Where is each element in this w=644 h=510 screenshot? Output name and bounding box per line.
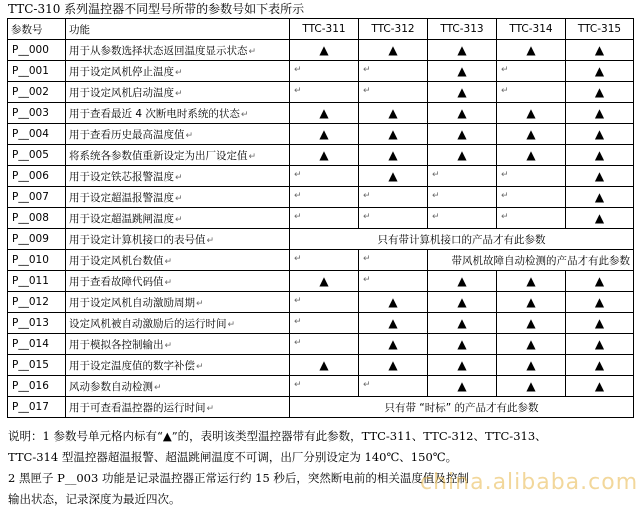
table-row [8, 82, 634, 103]
function-cell [66, 250, 290, 271]
triangle-mark-icon: ▲ [594, 169, 605, 183]
triangle-mark-icon: ▲ [594, 316, 605, 330]
mark-cell [290, 61, 359, 82]
table-row [8, 40, 634, 61]
mark-cell [428, 313, 497, 334]
param-cell: P__000 [8, 40, 66, 61]
function-text: 用于设定风机自动激励周期 [69, 296, 195, 309]
mark-cell [428, 376, 497, 397]
mark-cell [497, 187, 566, 208]
function-cell [66, 376, 290, 397]
mark-cell [359, 166, 428, 187]
triangle-mark-icon: ▲ [457, 337, 467, 351]
table-row [8, 397, 634, 418]
mark-cell [290, 166, 359, 187]
mark-cell [497, 61, 566, 82]
function-text: 用于设定铁芯报警温度 [69, 170, 174, 183]
mark-cell [497, 355, 566, 376]
mark-cell [566, 82, 634, 103]
mark-cell [566, 40, 634, 61]
mark-cell [566, 187, 634, 208]
triangle-mark-icon: ▲ [457, 64, 467, 78]
mark-cell [428, 40, 497, 61]
triangle-mark-icon: ▲ [388, 358, 398, 372]
function-text: 用于设定风机启动温度 [69, 86, 174, 99]
mark-cell [359, 208, 428, 229]
return-mark-icon: ↵ [175, 67, 183, 78]
table-row [8, 187, 634, 208]
note-line-1: 说明：1 参数号单元格内标有“▲”的，表明该类型温控器带有此参数，TTC-311、TTC-312、TTC-313、 [8, 429, 547, 443]
table-row [8, 208, 634, 229]
triangle-mark-icon: ▲ [457, 148, 467, 162]
function-text: 风动参数自动检测 [69, 380, 153, 393]
return-mark-icon: ↵ [294, 380, 302, 390]
header-model-315: TTC-315 [566, 19, 634, 40]
mark-cell [428, 61, 497, 82]
return-mark-icon: ↵ [175, 172, 183, 183]
return-mark-icon: ↵ [175, 193, 183, 204]
triangle-mark-icon: ▲ [388, 337, 398, 351]
mark-cell [428, 124, 497, 145]
triangle-mark-icon: ▲ [526, 43, 536, 57]
return-mark-icon: ↵ [175, 88, 183, 99]
return-mark-icon: ↵ [363, 65, 371, 75]
triangle-mark-icon: ▲ [388, 148, 398, 162]
triangle-mark-icon: ▲ [594, 127, 605, 141]
param-cell: P__014 [8, 334, 66, 355]
function-cell [66, 355, 290, 376]
triangle-mark-icon: ▲ [457, 106, 467, 120]
function-text: 将系统各参数值重新设定为出厂设定值 [69, 149, 248, 162]
span-note-cell: 带风机故障自动检测的产品才有此参数 [428, 250, 634, 271]
return-mark-icon: ↵ [294, 191, 302, 201]
return-mark-icon: ↵ [432, 191, 440, 201]
return-mark-icon: ↵ [432, 212, 440, 222]
mark-cell [428, 208, 497, 229]
triangle-mark-icon: ▲ [594, 337, 605, 351]
mark-cell [497, 271, 566, 292]
triangle-mark-icon: ▲ [594, 148, 605, 162]
return-mark-icon: ↵ [294, 338, 302, 348]
triangle-mark-icon: ▲ [457, 316, 467, 330]
param-cell: P__013 [8, 313, 66, 334]
mark-cell [359, 124, 428, 145]
mark-cell [428, 292, 497, 313]
triangle-mark-icon: ▲ [319, 274, 329, 288]
table-header-row [8, 19, 634, 40]
table-row [8, 292, 634, 313]
return-mark-icon: ↵ [248, 46, 257, 57]
mark-cell [359, 313, 428, 334]
param-cell: P__009 [8, 229, 66, 250]
mark-cell [359, 334, 428, 355]
table-row [8, 103, 634, 124]
table-row [8, 145, 634, 166]
triangle-mark-icon: ▲ [526, 316, 536, 330]
table-row [8, 124, 634, 145]
param-cell: P__007 [8, 187, 66, 208]
mark-cell [290, 124, 359, 145]
mark-cell [566, 355, 634, 376]
param-cell: P__002 [8, 82, 66, 103]
function-cell [66, 40, 290, 61]
triangle-mark-icon: ▲ [594, 106, 605, 120]
param-cell: P__004 [8, 124, 66, 145]
mark-cell [497, 313, 566, 334]
param-cell: P__003 [8, 103, 66, 124]
mark-cell [566, 145, 634, 166]
mark-cell [428, 271, 497, 292]
mark-cell [290, 334, 359, 355]
mark-cell [290, 187, 359, 208]
mark-cell [428, 103, 497, 124]
span-note-cell: 只有带计算机接口的产品才有此参数 [290, 229, 634, 250]
mark-cell [497, 376, 566, 397]
document-title: TTC-310 系列温控器不同型号所带的参数号如下表所示 [8, 2, 305, 16]
return-mark-icon: ↵ [501, 170, 509, 180]
mark-cell [497, 292, 566, 313]
param-cell: P__017 [8, 397, 66, 418]
triangle-mark-icon: ▲ [388, 169, 398, 183]
triangle-mark-icon: ▲ [526, 148, 536, 162]
watermark: china.alibaba.com [420, 470, 639, 495]
return-mark-icon: ↵ [227, 319, 236, 330]
mark-cell [290, 40, 359, 61]
mark-cell [428, 82, 497, 103]
mark-cell [290, 103, 359, 124]
mark-cell [497, 82, 566, 103]
mark-cell [497, 208, 566, 229]
note-line-2: TTC-314 型温控器超温报警、超温跳闸温度不可调，出厂分别设定为 140℃、150℃。 [8, 450, 458, 464]
function-text: 用于设定风机停止温度 [69, 65, 174, 78]
param-cell: P__012 [8, 292, 66, 313]
table-row [8, 250, 634, 271]
mark-cell [497, 145, 566, 166]
mark-cell [497, 103, 566, 124]
mark-cell [290, 250, 359, 271]
mark-cell [290, 376, 359, 397]
mark-cell [359, 250, 428, 271]
mark-cell [497, 334, 566, 355]
triangle-mark-icon: ▲ [594, 379, 605, 393]
header-model-311: TTC-311 [290, 19, 359, 40]
return-mark-icon: ↵ [164, 340, 173, 351]
function-cell [66, 61, 290, 82]
mark-cell [359, 82, 428, 103]
mark-cell [566, 103, 634, 124]
return-mark-icon: ↵ [363, 275, 371, 285]
return-mark-icon: ↵ [294, 254, 302, 264]
mark-cell [566, 313, 634, 334]
triangle-mark-icon: ▲ [526, 379, 536, 393]
triangle-mark-icon: ▲ [319, 106, 329, 120]
mark-cell [428, 355, 497, 376]
return-mark-icon: ↵ [154, 382, 162, 393]
mark-cell [290, 208, 359, 229]
mark-cell [359, 187, 428, 208]
table-row [8, 334, 634, 355]
table-row [8, 376, 634, 397]
return-mark-icon: ↵ [185, 130, 194, 141]
header-param: 参数号 [8, 19, 66, 40]
function-text: 设定风机被自动激励后的运行时间 [69, 317, 227, 330]
function-cell [66, 397, 290, 418]
table-row [8, 313, 634, 334]
mark-cell [566, 292, 634, 313]
triangle-mark-icon: ▲ [457, 358, 467, 372]
triangle-mark-icon: ▲ [388, 295, 398, 309]
mark-cell [428, 187, 497, 208]
mark-cell [497, 166, 566, 187]
triangle-mark-icon: ▲ [526, 106, 536, 120]
table-row [8, 271, 634, 292]
return-mark-icon: ↵ [363, 191, 371, 201]
param-cell: P__005 [8, 145, 66, 166]
function-cell [66, 334, 290, 355]
triangle-mark-icon: ▲ [457, 85, 467, 99]
notes [8, 426, 638, 510]
mark-cell [290, 313, 359, 334]
mark-cell [290, 271, 359, 292]
note-line-3: 2 黑匣子 P__003 功能是记录温控器正常运行约 15 秒后，突然断电前的相关温度值及控制 [8, 471, 469, 485]
param-cell: P__010 [8, 250, 66, 271]
triangle-mark-icon: ▲ [388, 43, 398, 57]
triangle-mark-icon: ▲ [594, 358, 605, 372]
mark-cell [359, 271, 428, 292]
triangle-mark-icon: ▲ [526, 127, 536, 141]
function-text: 用于查看最近 4 次断电时系统的状态 [69, 107, 240, 120]
function-cell [66, 208, 290, 229]
triangle-mark-icon: ▲ [388, 127, 398, 141]
span-note-cell: 只有带 “时标” 的产品才有此参数 [290, 397, 634, 418]
mark-cell [566, 271, 634, 292]
param-cell: P__015 [8, 355, 66, 376]
header-model-312: TTC-312 [359, 19, 428, 40]
return-mark-icon: ↵ [164, 256, 173, 267]
triangle-mark-icon: ▲ [526, 274, 536, 288]
triangle-mark-icon: ▲ [457, 274, 467, 288]
param-cell: P__016 [8, 376, 66, 397]
triangle-mark-icon: ▲ [526, 337, 536, 351]
function-cell [66, 82, 290, 103]
triangle-mark-icon: ▲ [594, 274, 605, 288]
function-text: 用于可查看温控器的运行时间 [69, 401, 206, 414]
triangle-mark-icon: ▲ [457, 379, 467, 393]
return-mark-icon: ↵ [501, 86, 509, 96]
header-function: 功能 [66, 19, 290, 40]
triangle-mark-icon: ▲ [457, 295, 467, 309]
mark-cell [290, 82, 359, 103]
parameter-table [7, 18, 634, 418]
mark-cell [290, 145, 359, 166]
mark-cell [566, 61, 634, 82]
triangle-mark-icon: ▲ [388, 106, 398, 120]
function-cell [66, 292, 290, 313]
table-row [8, 355, 634, 376]
function-text: 用于模拟各控制输出 [69, 338, 164, 351]
table-row [8, 61, 634, 82]
return-mark-icon: ↵ [248, 151, 257, 162]
mark-cell [290, 355, 359, 376]
triangle-mark-icon: ▲ [457, 127, 467, 141]
triangle-mark-icon: ▲ [594, 190, 605, 204]
mark-cell [359, 40, 428, 61]
table-row [8, 229, 634, 250]
return-mark-icon: ↵ [294, 170, 302, 180]
mark-cell [497, 124, 566, 145]
return-mark-icon: ↵ [164, 277, 173, 288]
return-mark-icon: ↵ [294, 86, 302, 96]
param-cell: P__011 [8, 271, 66, 292]
function-cell [66, 145, 290, 166]
function-cell [66, 103, 290, 124]
function-text: 用于查看历史最高温度值 [69, 128, 185, 141]
triangle-mark-icon: ▲ [594, 85, 605, 99]
return-mark-icon: ↵ [501, 212, 509, 222]
return-mark-icon: ↵ [363, 212, 371, 222]
return-mark-icon: ↵ [294, 65, 302, 75]
return-mark-icon: ↵ [206, 235, 215, 246]
return-mark-icon: ↵ [206, 403, 215, 414]
mark-cell [359, 103, 428, 124]
triangle-mark-icon: ▲ [319, 43, 329, 57]
note-line-4: 输出状态，记录深度为最近四次。 [8, 492, 181, 506]
triangle-mark-icon: ▲ [319, 148, 329, 162]
mark-cell [428, 145, 497, 166]
triangle-mark-icon: ▲ [594, 64, 605, 78]
table-body [8, 40, 634, 418]
return-mark-icon: ↵ [363, 380, 371, 390]
triangle-mark-icon: ▲ [526, 295, 536, 309]
function-text: 用于从参数选择状态返回温度显示状态 [69, 44, 248, 57]
param-cell: P__001 [8, 61, 66, 82]
return-mark-icon: ↵ [501, 191, 509, 201]
triangle-mark-icon: ▲ [388, 316, 398, 330]
mark-cell [290, 292, 359, 313]
mark-cell [566, 166, 634, 187]
function-cell [66, 187, 290, 208]
function-text: 用于设定超温报警温度 [69, 191, 174, 204]
function-text: 用于设定风机台数值 [69, 254, 164, 267]
return-mark-icon: ↵ [363, 254, 371, 264]
table-row [8, 166, 634, 187]
function-cell [66, 124, 290, 145]
param-cell: P__008 [8, 208, 66, 229]
triangle-mark-icon: ▲ [457, 43, 467, 57]
mark-cell [497, 40, 566, 61]
mark-cell [359, 61, 428, 82]
function-cell [66, 271, 290, 292]
param-cell: P__006 [8, 166, 66, 187]
mark-cell [359, 355, 428, 376]
triangle-mark-icon: ▲ [319, 127, 329, 141]
mark-cell [359, 376, 428, 397]
mark-cell [428, 166, 497, 187]
header-model-314: TTC-314 [497, 19, 566, 40]
function-cell [66, 166, 290, 187]
return-mark-icon: ↵ [240, 109, 249, 120]
header-model-313: TTC-313 [428, 19, 497, 40]
triangle-mark-icon: ▲ [319, 358, 329, 372]
function-cell [66, 313, 290, 334]
mark-cell [566, 124, 634, 145]
mark-cell [359, 145, 428, 166]
mark-cell [359, 292, 428, 313]
triangle-mark-icon: ▲ [594, 295, 605, 309]
return-mark-icon: ↵ [196, 361, 204, 372]
return-mark-icon: ↵ [175, 214, 183, 225]
return-mark-icon: ↵ [294, 317, 302, 327]
return-mark-icon: ↵ [501, 65, 509, 75]
function-cell [66, 229, 290, 250]
return-mark-icon: ↵ [294, 296, 302, 306]
return-mark-icon: ↵ [294, 212, 302, 222]
triangle-mark-icon: ▲ [594, 43, 605, 57]
return-mark-icon: ↵ [363, 86, 371, 96]
mark-cell [566, 208, 634, 229]
return-mark-icon: ↵ [432, 170, 440, 180]
function-text: 用于设定超温跳闸温度 [69, 212, 174, 225]
function-text: 用于设定计算机接口的表号值 [69, 233, 206, 246]
triangle-mark-icon: ▲ [526, 358, 536, 372]
triangle-mark-icon: ▲ [594, 211, 605, 225]
function-text: 用于设定温度值的数字补偿 [69, 359, 195, 372]
mark-cell [566, 376, 634, 397]
mark-cell [566, 334, 634, 355]
function-text: 用于查看故障代码值 [69, 275, 164, 288]
mark-cell [428, 334, 497, 355]
return-mark-icon: ↵ [196, 298, 204, 309]
